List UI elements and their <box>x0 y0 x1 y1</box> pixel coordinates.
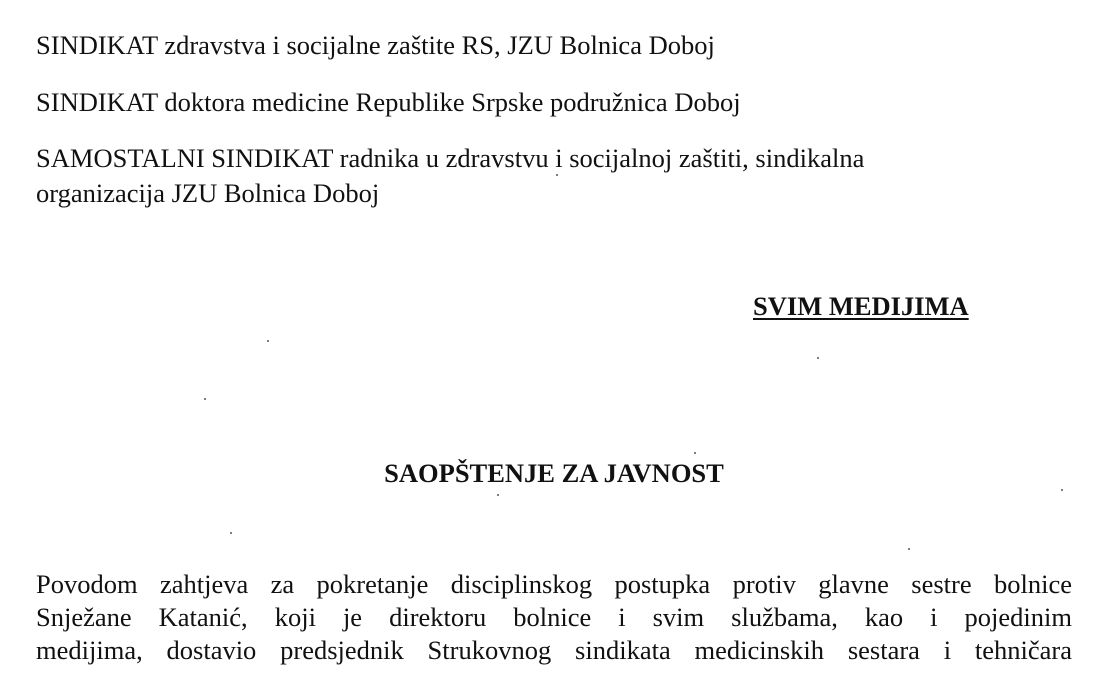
scan-speck <box>267 340 269 342</box>
sender-line-4: organizacija JZU Bolnica Doboj <box>36 178 380 208</box>
body-paragraph <box>36 568 1072 667</box>
scan-speck <box>908 548 910 550</box>
body-line-1: Povodom zahtjeva za pokretanje disciplinskog postupka protiv glavne sestre bolnice <box>36 569 1072 599</box>
body-line-2: Snježane Katanić, koji je direktoru bolnice i svim službama, kao i pojedinim <box>36 602 1072 632</box>
body-line-3: medijima, dostavio predsjednik Strukovnog sindikata medicinskih sestara i tehničara <box>36 635 1072 665</box>
scan-speck <box>556 174 558 176</box>
document-title: SAOPŠTENJE ZA JAVNOST <box>384 458 724 488</box>
scan-speck <box>1061 489 1063 491</box>
scan-speck <box>230 532 232 534</box>
recipient-heading: SVIM MEDIJIMA <box>753 291 969 321</box>
scan-speck <box>497 494 499 496</box>
sender-line-3: SAMOSTALNI SINDIKAT radnika u zdravstvu i socijalnoj zaštiti, sindikalna <box>36 143 865 173</box>
scan-speck <box>694 452 696 454</box>
sender-line-2: SINDIKAT doktora medicine Republike Srpske podružnica Doboj <box>36 87 741 117</box>
sender-line-1: SINDIKAT zdravstva i socijalne zaštite RS, JZU Bolnica Doboj <box>36 30 715 60</box>
scan-speck <box>204 398 206 400</box>
scan-speck <box>817 357 819 359</box>
